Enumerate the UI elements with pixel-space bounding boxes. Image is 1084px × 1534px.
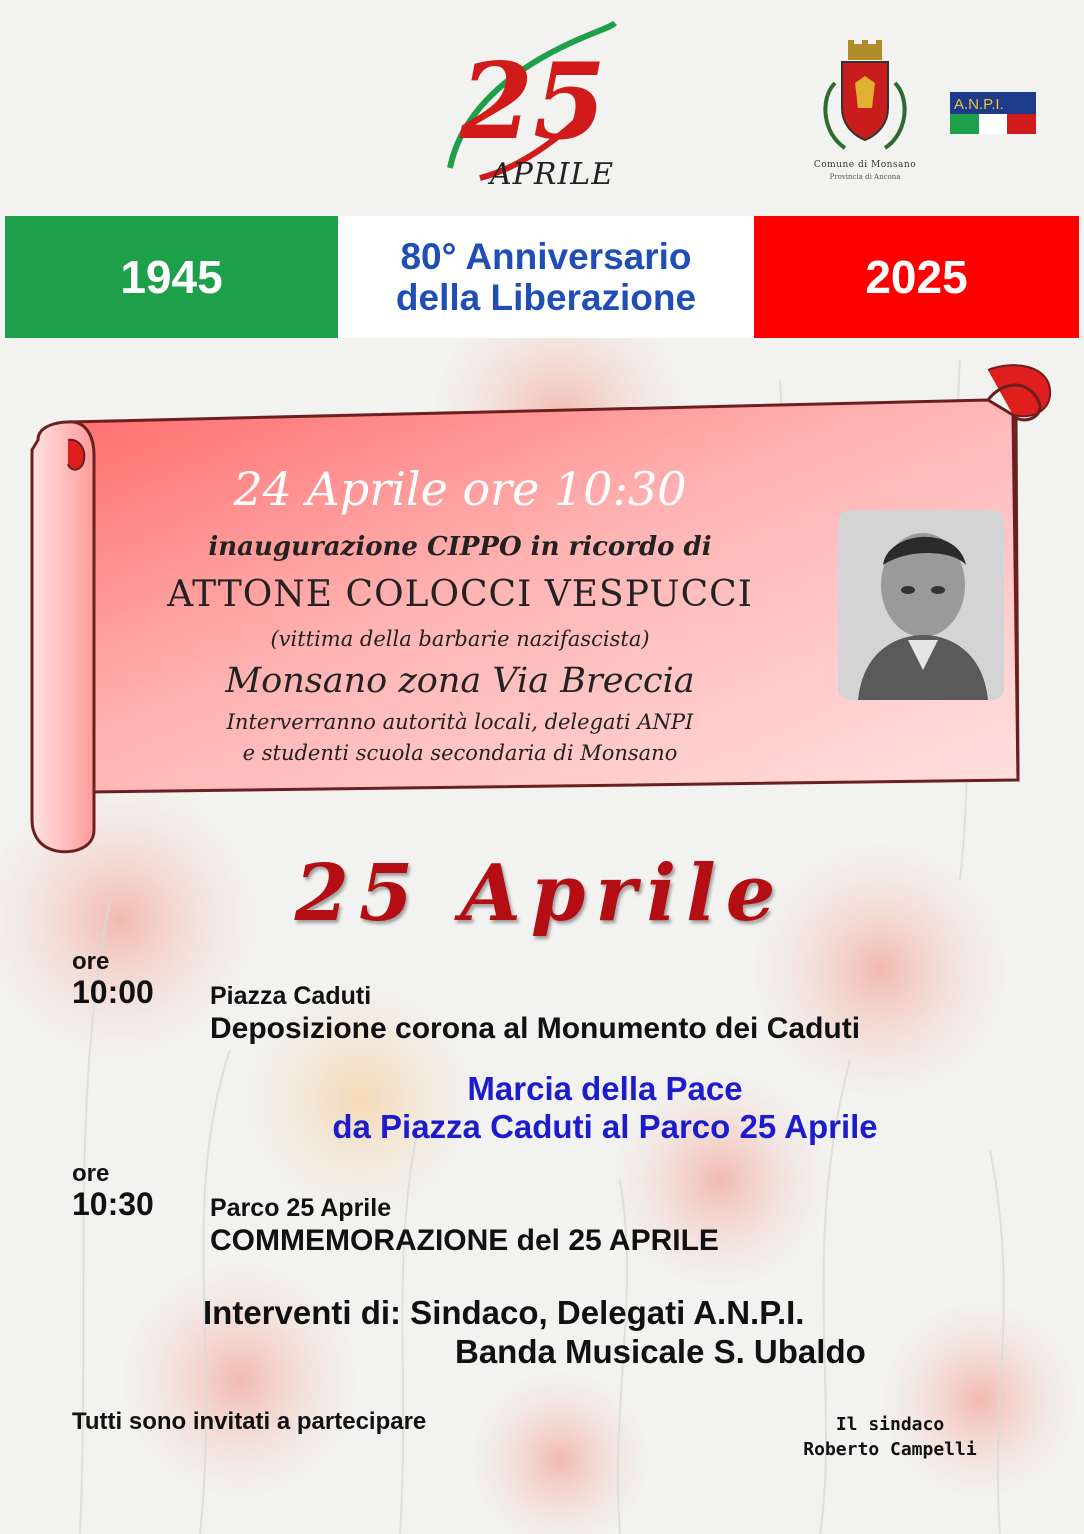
comune-province: Provincia di Ancona xyxy=(829,173,901,181)
signature-name: Roberto Campelli xyxy=(803,1439,977,1460)
speakers-line1: Interverranno autorità locali, delegati ANPI xyxy=(226,710,694,734)
program-ore-label: ore xyxy=(72,948,110,975)
aprile-25-logo xyxy=(440,18,640,198)
anniversary-line2: della Liberazione xyxy=(395,277,697,318)
interventions-line1: Interventi di: Sindaco, Delegati A.N.P.I. xyxy=(203,1294,805,1331)
main-title: 25 Aprile xyxy=(294,848,786,939)
portrait-photo xyxy=(838,510,1004,700)
inauguration-text: inaugurazione CIPPO in ricordo di xyxy=(208,532,712,562)
speakers-line2: e studenti scuola secondaria di Monsano xyxy=(242,741,678,765)
program-time: 10:30 xyxy=(72,1186,154,1222)
band-white xyxy=(338,216,754,338)
band-green xyxy=(5,216,338,338)
anniversary-line1: 80° Anniversario xyxy=(400,236,692,277)
year-end: 2025 xyxy=(865,251,968,303)
inauguration-date: 24 Aprile ore 10:30 xyxy=(233,462,687,516)
comune-crest xyxy=(800,38,930,188)
signature-title: Il sindaco xyxy=(835,1414,945,1435)
program-description: Deposizione corona al Monumento dei Caduti xyxy=(210,1012,861,1045)
comune-name: Comune di Monsano xyxy=(813,160,917,170)
anpi-label: A.N.P.I. xyxy=(954,96,1004,113)
program-description: COMMEMORAZIONE del 25 APRILE xyxy=(210,1224,719,1257)
honoree-note: (vittima della barbarie nazifascista) xyxy=(270,627,650,651)
peace-march xyxy=(220,1070,990,1146)
program-place: Piazza Caduti xyxy=(210,982,372,1010)
inauguration-place: Monsano zona Via Breccia xyxy=(225,661,695,701)
program-time: 10:00 xyxy=(72,974,154,1010)
logo-number: 25 xyxy=(460,39,607,163)
portrait-image xyxy=(838,510,1004,700)
coat-of-arms-icon xyxy=(800,38,930,158)
march-line1: Marcia della Pace xyxy=(467,1070,743,1107)
program-ore-label: ore xyxy=(72,1160,110,1187)
mayor-signature xyxy=(780,1412,1000,1462)
honoree-name: ATTONE COLOCCI VESPUCCI xyxy=(167,574,753,615)
march-line2: da Piazza Caduti al Parco 25 Aprile xyxy=(332,1108,878,1145)
logo-word: APRILE xyxy=(490,157,615,192)
program-place: Parco 25 Aprile xyxy=(210,1194,392,1222)
interventions-line2: Banda Musicale S. Ubaldo xyxy=(455,1333,866,1370)
tricolor-band xyxy=(5,216,1079,338)
year-start: 1945 xyxy=(120,251,223,303)
invitation-text: Tutti sono invitati a partecipare xyxy=(72,1408,427,1435)
anpi-logo xyxy=(950,92,1036,134)
band-red xyxy=(754,216,1079,338)
